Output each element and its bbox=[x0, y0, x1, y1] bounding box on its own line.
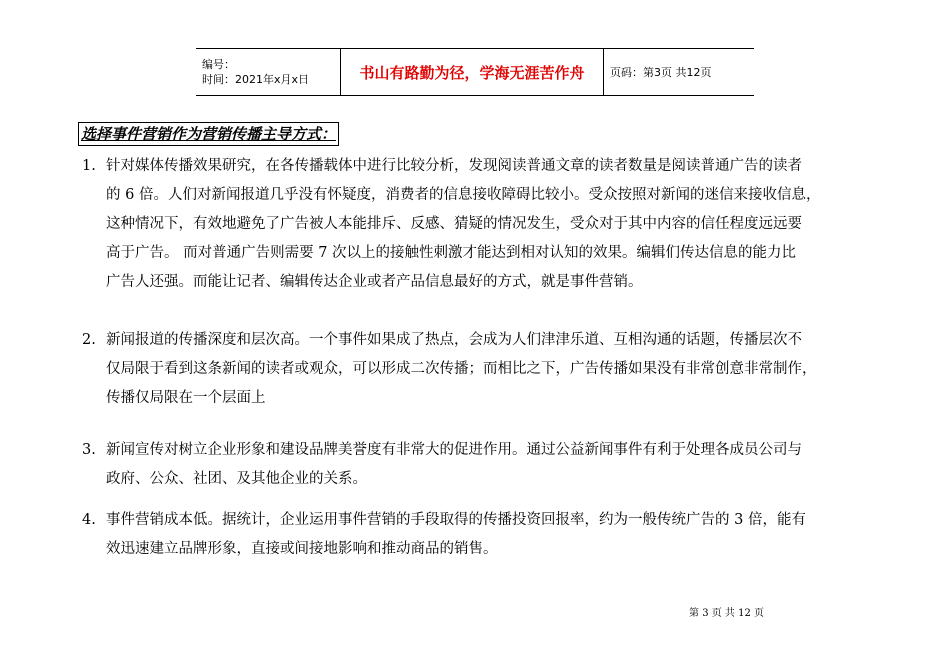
text-line: 高于广告。 而对普通广告则需要 7 次以上的接触性刺激才能达到相对认知的效果。编辑们传达信息的能力比 bbox=[106, 245, 797, 261]
header-page-code: 页码：第3页 共12页 bbox=[604, 49, 755, 96]
section-title: 选择事件营销作为营销传播主导方式： bbox=[78, 122, 339, 146]
document-date: 时间：2021年x月x日 bbox=[202, 73, 310, 86]
page-footer: 第 3 页 共 12 页 bbox=[689, 608, 764, 619]
text-line: 新闻宣传对树立企业形象和建设品牌美誉度有非常大的促进作用。通过公益新闻事件有利于处理各成员公司与 bbox=[106, 442, 802, 458]
list-item-text bbox=[106, 436, 888, 494]
list-item-text bbox=[106, 506, 888, 564]
text-line: 事件营销成本低。据统计，企业运用事件营销的手段取得的传播投资回报率，约为一般传统广告的 3 倍，能有 bbox=[106, 512, 806, 528]
text-line: 传播仅局限在一个层面上 bbox=[106, 390, 266, 406]
text-line: 效迅速建立品牌形象，直接或间接地影响和推动商品的销售。 bbox=[106, 541, 498, 557]
text-line: 这种情况下，有效地避免了广告被人本能排斥、反感、猜疑的情况发生，受众对于其中内容的信任程度远远要 bbox=[106, 216, 802, 232]
list-item-number: 4. bbox=[82, 512, 96, 528]
text-line: 政府、公众、社团、及其他企业的关系。 bbox=[106, 471, 367, 487]
text-line: 的 6 倍。人们对新闻报道几乎没有怀疑度，消费者的信息接收障碍比较小。受众按照对新闻的迷信来接收信息， bbox=[106, 187, 821, 203]
list-item-text bbox=[106, 326, 888, 413]
list-item-number: 2. bbox=[82, 332, 96, 348]
text-line: 针对媒体传播效果研究，在各传播载体中进行比较分析，发现阅读普通文章的读者数量是阅读普通广告的读者 bbox=[106, 158, 802, 174]
text-line: 新闻报道的传播深度和层次高。一个事件如果成了热点，会成为人们津津乐道、互相沟通的话题，传播层次不 bbox=[106, 332, 802, 348]
text-line: 广告人还强。而能让记者、编辑传达企业或者产品信息最好的方式，就是事件营销。 bbox=[106, 274, 643, 290]
document-number-label: 编号： bbox=[202, 58, 235, 71]
header-motto: 书山有路勤为径，学海无涯苦作舟 bbox=[341, 49, 604, 96]
list-item-number: 3. bbox=[82, 442, 96, 458]
list-item-text bbox=[106, 152, 888, 297]
header-meta-cell bbox=[196, 49, 341, 96]
text-line: 仅局限于看到这条新闻的读者或观众，可以形成二次传播；而相比之下，广告传播如果没有非常创意非常制作， bbox=[106, 361, 817, 377]
list-item-number: 1. bbox=[82, 158, 96, 174]
document-header bbox=[196, 48, 754, 96]
